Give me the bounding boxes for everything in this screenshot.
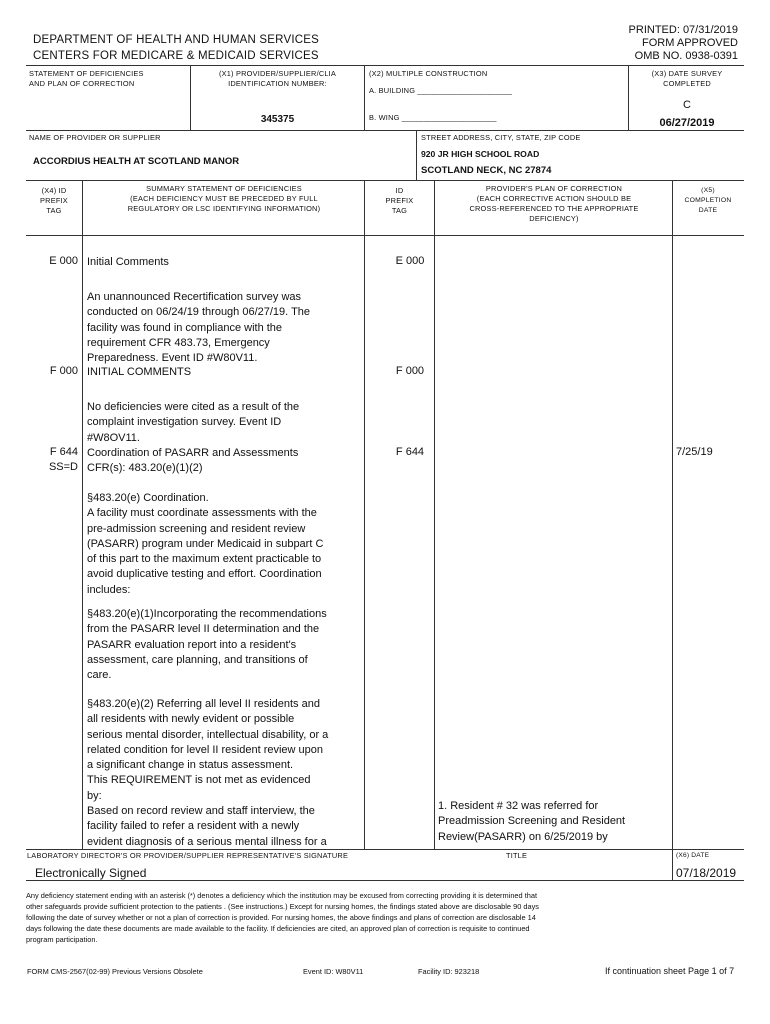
agency-title: CENTERS FOR MEDICARE & MEDICAID SERVICES — [33, 50, 319, 62]
summary-header: SUMMARY STATEMENT OF DEFICIENCIES (EACH DEFICIENCY MUST BE PRECEDED BY FULL REGULATORY OR LSC IDENTIFYING INFORMATION) — [127, 184, 321, 213]
signature-label: LABORATORY DIRECTOR'S OR PROVIDER/SUPPLIER REPRESENTATIVE'S SIGNATURE — [27, 851, 349, 860]
survey-date: 06/27/2019 — [659, 117, 715, 129]
page-number: If continuation sheet Page 1 of 7 — [605, 966, 735, 976]
building-label: A. BUILDING ______________________ — [369, 86, 513, 95]
x3-label: (X3) DATE SURVEY COMPLETED — [651, 69, 723, 88]
form-number: FORM CMS-2567(02-99) Previous Versions Obsolete — [27, 967, 203, 976]
id-tag-e000: E 000 — [395, 255, 425, 267]
provider-id: 345375 — [260, 114, 295, 125]
tag-f000: F 000 — [49, 365, 78, 377]
signature-date: 07/18/2019 — [676, 866, 737, 880]
x2-label: (X2) MULTIPLE CONSTRUCTION — [369, 69, 488, 78]
facility-id: Facility ID: 923218 — [418, 967, 480, 976]
wing-label: B. WING ______________________ — [369, 113, 497, 122]
survey-code: C — [683, 99, 691, 111]
completion-date: 7/25/19 — [676, 446, 713, 458]
initial-comments-heading: Initial Comments — [87, 256, 169, 268]
plan-of-correction-text: 1. Resident # 32 was referred for Preadmission Screening and Resident Review(PASARR) on 6/25/2019 by — [438, 800, 626, 843]
provider-label: NAME OF PROVIDER OR SUPPLIER — [29, 133, 161, 142]
x4-header: (X4) ID PREFIX TAG — [40, 186, 68, 215]
tag-severity: SS=D — [48, 461, 78, 473]
department-title: DEPARTMENT OF HEALTH AND HUMAN SERVICES — [33, 34, 319, 46]
x1-label: (X1) PROVIDER/SUPPLIER/CLIA IDENTIFICATION NUMBER: — [218, 69, 337, 88]
id-tag-f644: F 644 — [395, 446, 425, 458]
statement-label: STATEMENT OF DEFICIENCIES AND PLAN OF CORRECTION — [29, 69, 144, 88]
city-state-zip: SCOTLAND NECK, NC 27874 — [421, 165, 552, 176]
street-label: STREET ADDRESS, CITY, STATE, ZIP CODE — [421, 133, 581, 142]
complaint-survey-text: No deficiencies were cited as a result of the complaint investigation survey. Event ID #W8OV11. — [87, 401, 300, 444]
plan-header: PROVIDER'S PLAN OF CORRECTION (EACH CORRECTIVE ACTION SHOULD BE CROSS-REFERENCED TO THE APPROPRIATE DEFICIENCY) — [469, 184, 639, 223]
street-address: 920 JR HIGH SCHOOL ROAD — [421, 149, 540, 159]
recert-survey-text: An unannounced Recertification survey was conducted on 06/24/19 through 06/27/19. The facility was found in compliance with the requirement CFR 483.73, Emergency Preparedness. Event ID #W80V11. — [87, 291, 311, 365]
id-tag-f000: F 000 — [395, 365, 425, 377]
event-id: Event ID: W80V11 — [303, 967, 364, 976]
regulation-e2: §483.20(e)(2) Referring all level II residents and all residents with newly evident or possible serious mental disorder, intellectual disability, or a related condition for level II resident review upon a significant change in status assessment. This REQUIREMENT is not met as evidenced by: Based on record review and staff interview, the facility failed to refer a resident with a newly evident diagnosis of a serious mental illness for a — [87, 698, 329, 848]
disclaimer: Any deficiency statement ending with an asterisk (*) denotes a deficiency which the institution may be excused from correcting providing it is determined that other safeguards provide sufficient protection to the patients . (See instructions.) Except for nursing homes, the findings stated above are disclosable 90 days following the date of survey whether or not a plan of correction is provided. For nursing homes, the above findings and plans of correction are disclosable 14 days following the date these documents are made available to the facility. If deficiencies are cited, an approved plan of correction is requisite to continued program participation. — [26, 891, 539, 944]
x5-header: (X5) COMPLETION DATE — [684, 187, 732, 214]
regulation-coordination: §483.20(e) Coordination. A facility must coordinate assessments with the pre-admission screening and resident review (PASARR) program under Medicaid in subpart C of this part to the maximum extent practicable to avoid duplicative testing and effort. Coordination includes: — [87, 492, 324, 596]
regulation-e1: §483.20(e)(1)Incorporating the recommendations from the PASARR level II determination and the PASARR evaluation report into a resident's assessment, care planning, and transitions of care. — [87, 608, 327, 682]
pasarr-title: Coordination of PASARR and Assessments CFR(s): 483.20(e)(1)(2) — [87, 447, 299, 475]
id-header: ID PREFIX TAG — [385, 186, 414, 215]
printed-date: PRINTED: 07/31/2019 — [628, 24, 738, 36]
title-label: TITLE — [506, 851, 528, 860]
provider-name: ACCORDIUS HEALTH AT SCOTLAND MANOR — [33, 156, 240, 167]
electronic-signature: Electronically Signed — [35, 866, 147, 880]
form-approved: FORM APPROVED — [642, 37, 738, 49]
omb-number: OMB NO. 0938-0391 — [634, 50, 738, 62]
tag-f644: F 644 — [49, 446, 78, 458]
x6-date-label: (X6) DATE — [676, 852, 710, 859]
tag-e000: E 000 — [49, 255, 78, 267]
initial-comments-f000: INITIAL COMMENTS — [87, 366, 192, 378]
